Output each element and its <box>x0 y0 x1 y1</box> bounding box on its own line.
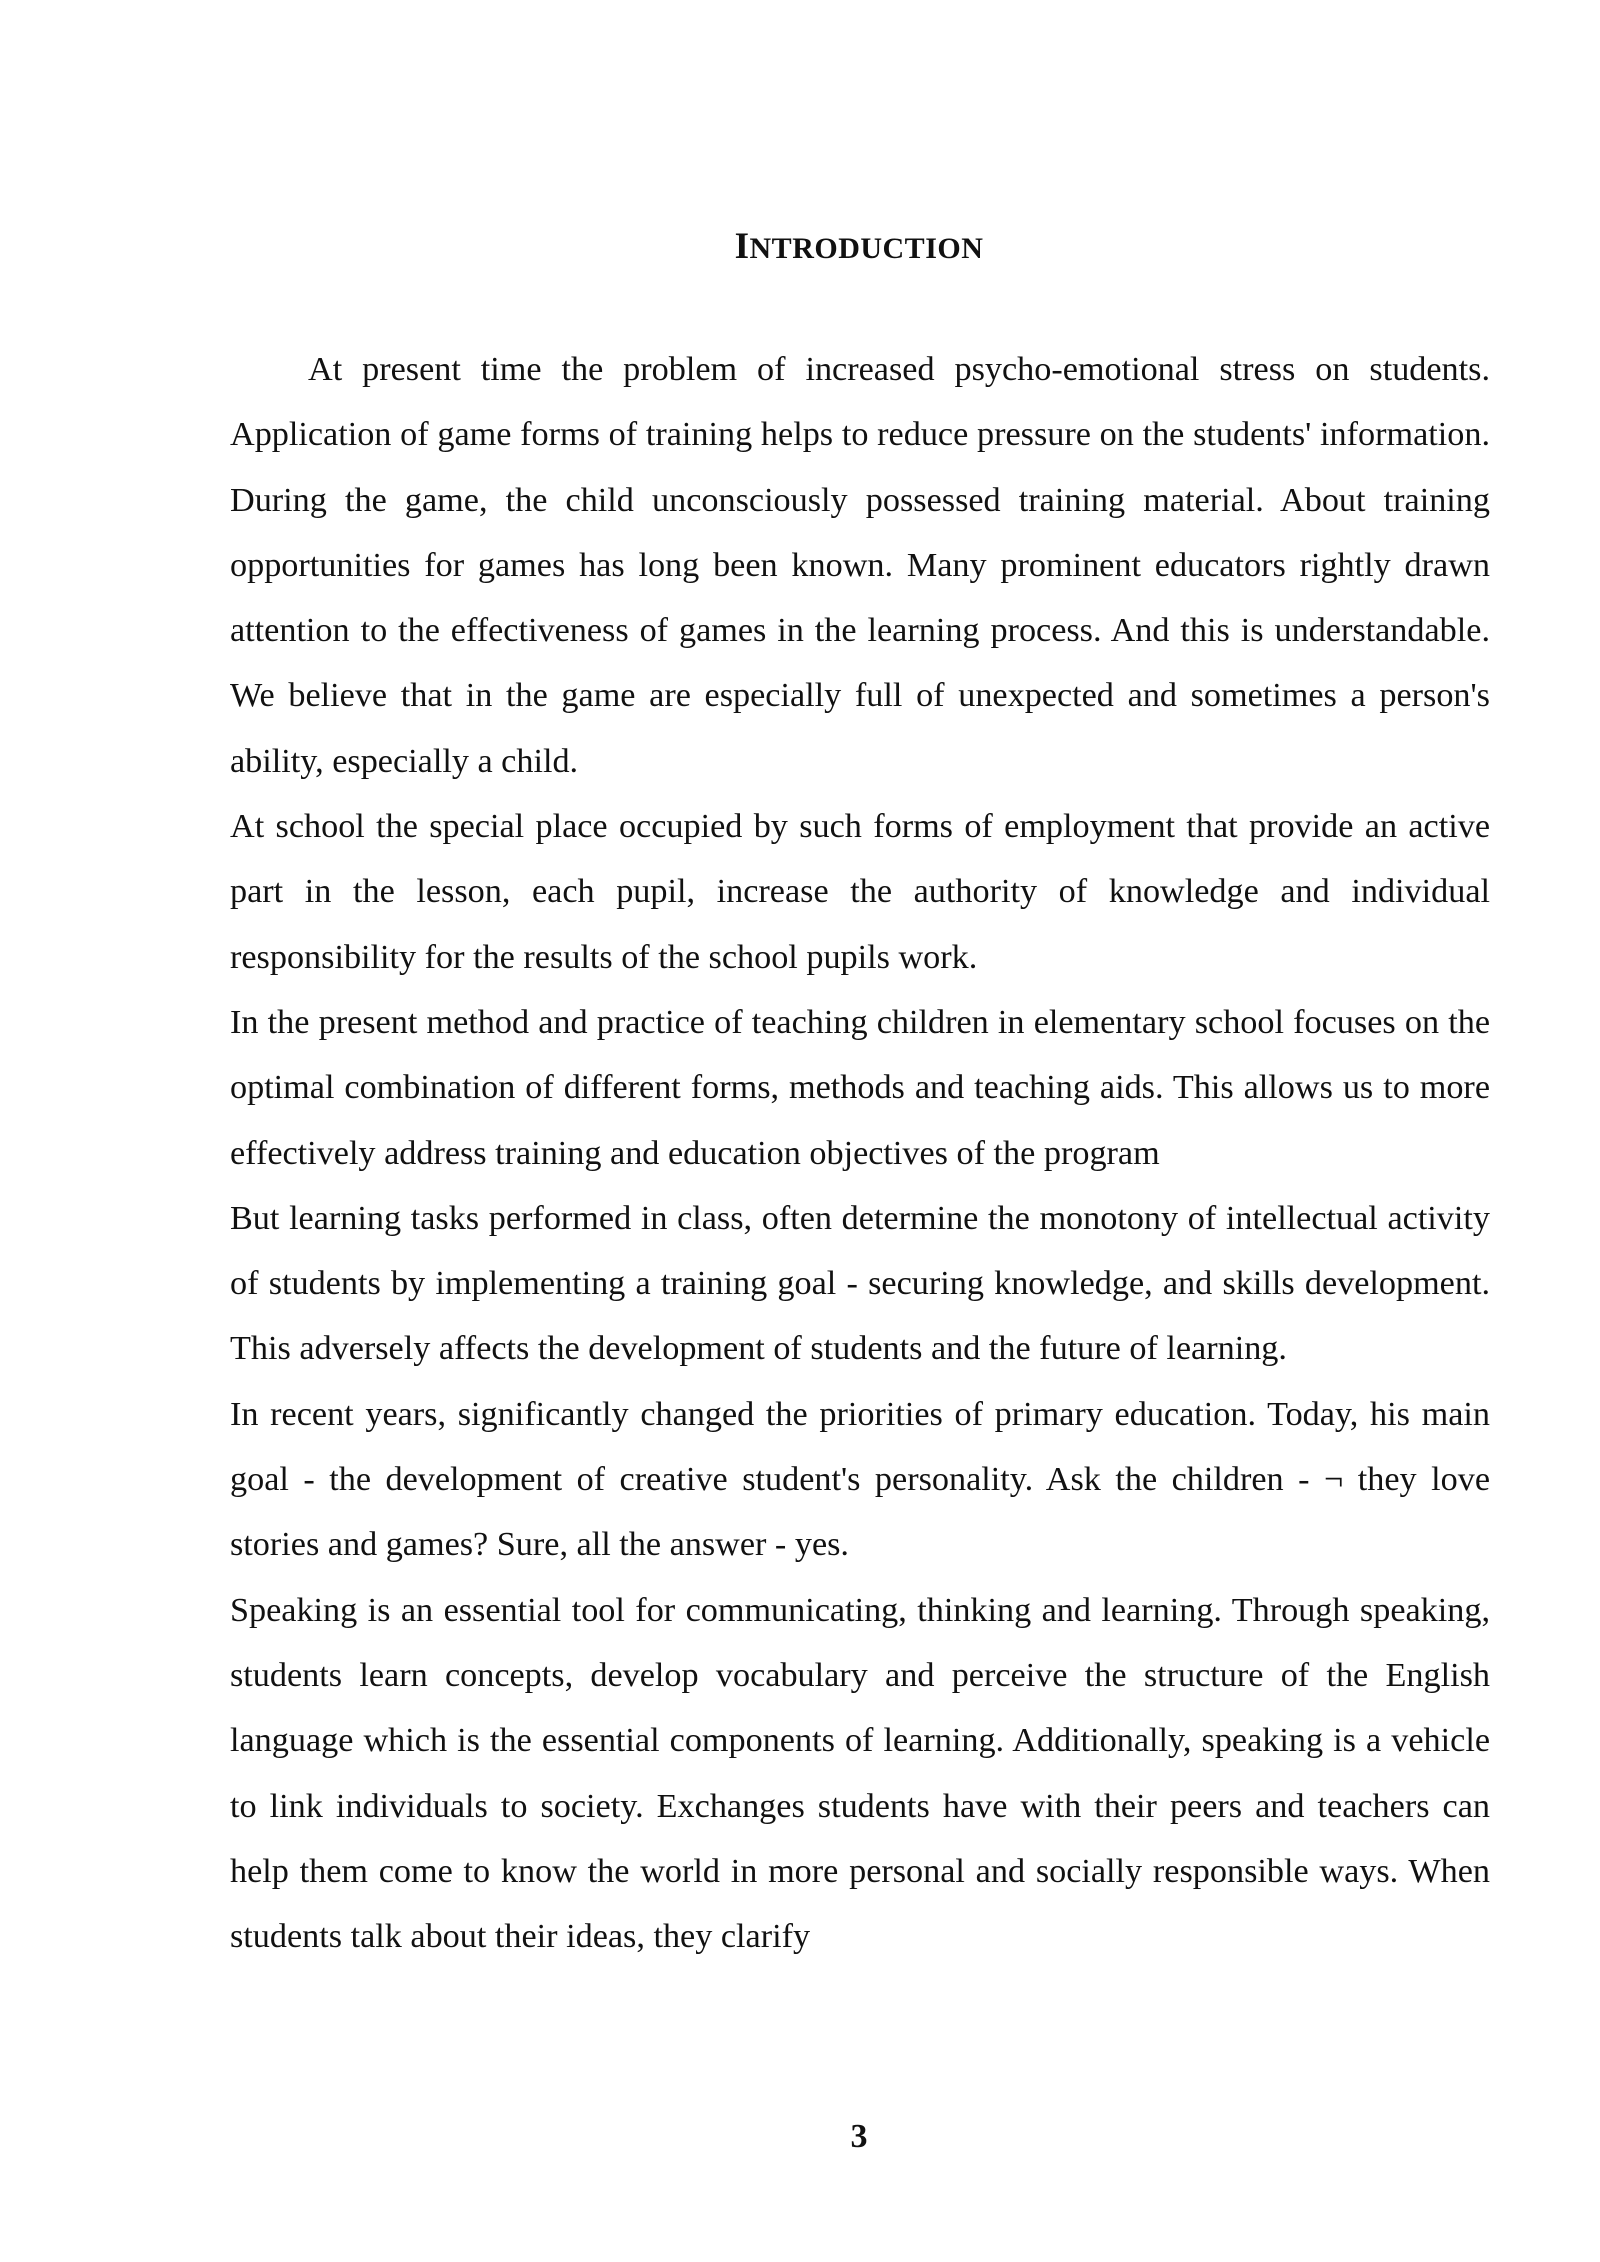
paragraph: Speaking is an essential tool for communicating, thinking and learning. Through speaking, students learn concepts, develop vocabulary and perceive the structure of the English language which is the essential components of learning. Additionally, speaking is a vehicle to link individuals to society. Exchanges students have with their peers and teachers can help them come to know the world in more personal and socially responsible ways. When students talk about their ideas, they clarify <box>230 1591 1490 1956</box>
paragraph: In the present method and practice of teaching children in elementary school focuses on the optimal combination of different forms, methods and teaching aids. This allows us to more effectively address training and education objectives of the program <box>230 1003 1490 1172</box>
body-text <box>230 337 1490 1969</box>
paragraph: But learning tasks performed in class, often determine the monotony of intellectual activity of students by implementing a training goal - securing knowledge, and skills development. This adversely affects the development of students and the future of learning. <box>230 1199 1490 1368</box>
paragraph: In recent years, significantly changed the priorities of primary education. Today, his main goal - the development of creative student's personality. Ask the children - ¬ they love stories and games? Sure, all the answer - yes. <box>230 1395 1490 1564</box>
paragraph: At school the special place occupied by such forms of employment that provide an active part in the lesson, each pupil, increase the authority of knowledge and individual responsibility for the results of the school pupils work. <box>230 808 1490 976</box>
section-heading <box>0 222 1600 274</box>
paragraph: At present time the problem of increased psycho-emotional stress on students. Application of game forms of training helps to reduce pressure on the students' information. During the game, the child unconsciously possessed training material. About training opportunities for games has long been known. Many prominent educators rightly drawn attention to the effectiveness of games in the learning process. And this is understandable. We believe that in the game are especially full of unexpected and sometimes a person's ability, especially a child. <box>230 351 1490 780</box>
page-number: 3 <box>850 2118 868 2155</box>
heading-initial: I <box>734 226 750 267</box>
heading-rest: NTRODUCTION <box>749 232 984 265</box>
